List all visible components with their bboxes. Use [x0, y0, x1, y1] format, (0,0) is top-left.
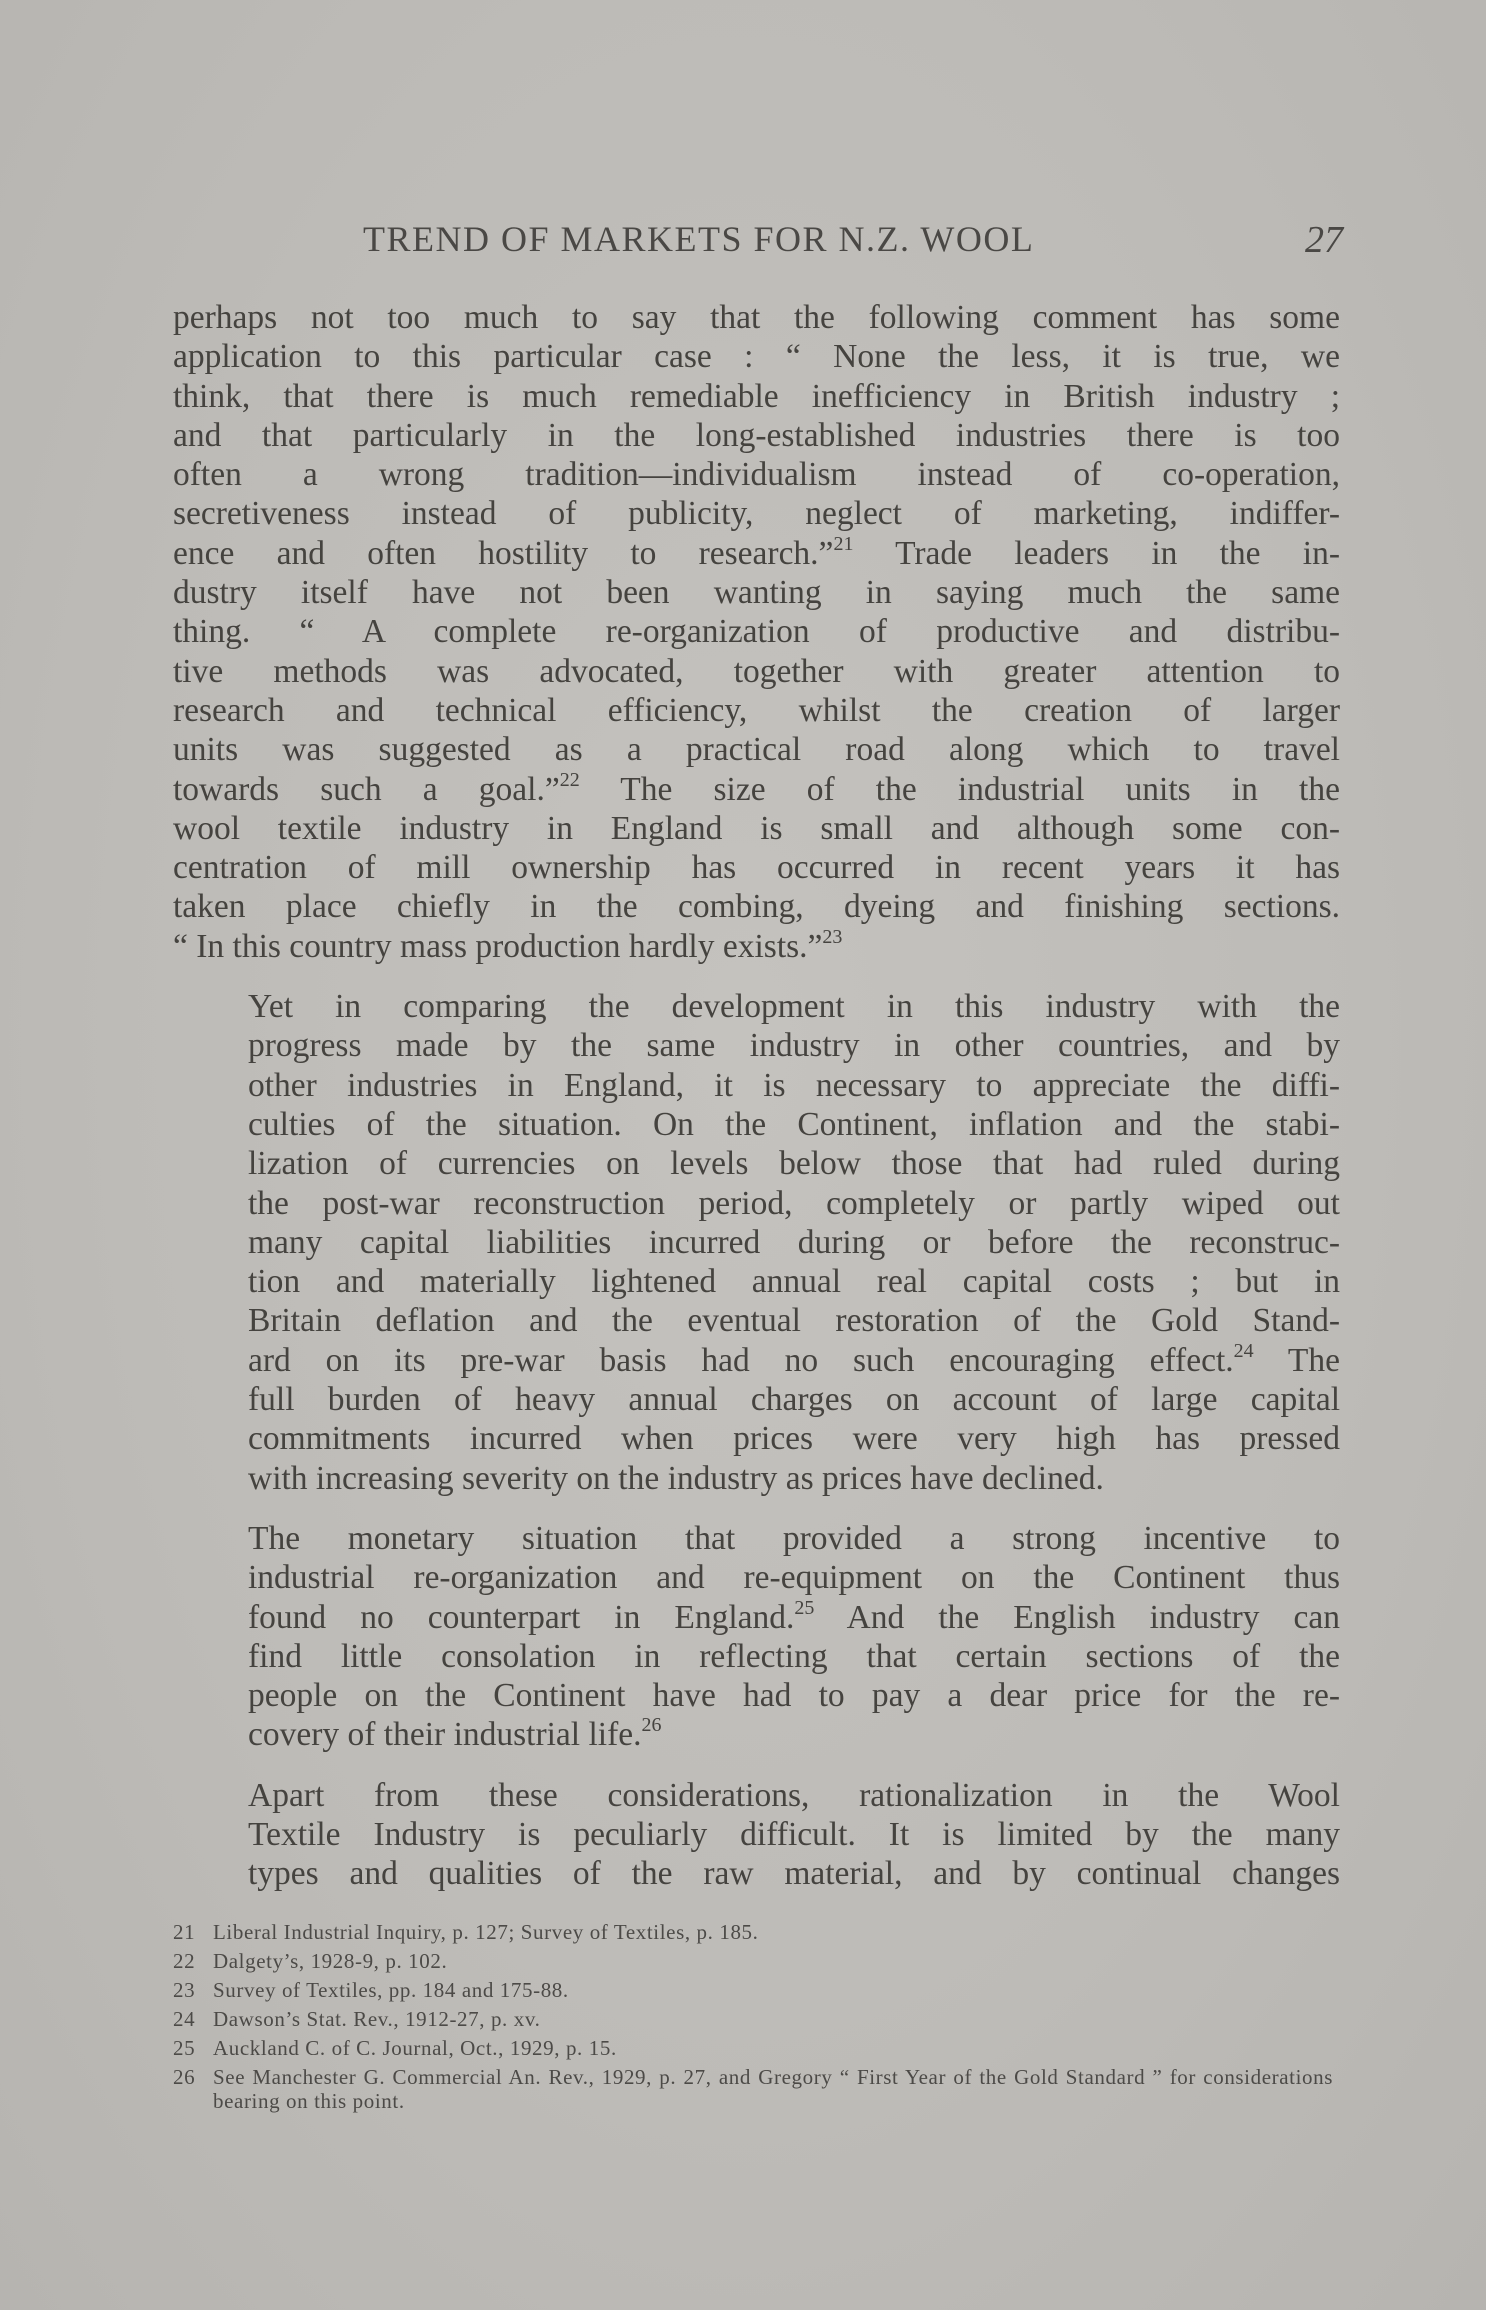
text-line — [173, 770, 1340, 809]
text-line: and that particularly in the long-established industries there is too — [173, 416, 1340, 454]
footnote — [173, 1920, 1340, 1944]
footnote-text: Dalgety’s, 1928-9, p. 102. — [213, 1949, 448, 1973]
footnotes — [173, 1920, 1340, 2118]
text-line: lization of currencies on levels below those that had ruled during — [248, 1145, 1340, 1183]
text-segment: towards such a goal.” — [173, 770, 560, 808]
text-line: find little consolation in reflecting that certain sections of the — [248, 1637, 1340, 1675]
footnote — [173, 1949, 1340, 1973]
footnote-ref: 23 — [822, 925, 843, 948]
text-line: dustry itself have not been wanting in saying much the same — [173, 574, 1340, 612]
text-line: wool textile industry in England is small and although some con- — [173, 809, 1340, 847]
footnote-ref: 21 — [833, 532, 854, 555]
text-line: thing. “ A complete re-organization of productive and distribu- — [173, 613, 1340, 651]
text-line: taken place chiefly in the combing, dyeing and finishing sections. — [173, 888, 1340, 926]
footnote — [173, 2007, 1340, 2031]
text-line — [173, 1598, 1340, 1637]
text-segment: covery of their industrial life. — [248, 1716, 642, 1754]
running-head — [173, 218, 1343, 268]
text-line: types and qualities of the raw material, and by continual changes — [248, 1855, 1340, 1893]
text-line — [173, 534, 1340, 573]
text-segment: The size of the industrial units in the — [620, 770, 1340, 808]
text-segment: “ In this country mass production hardly exists.” — [173, 927, 823, 965]
text-segment: Trade leaders in the in- — [895, 534, 1340, 572]
text-line: tion and materially lightened annual real capital costs ; but in — [248, 1263, 1340, 1301]
paragraph-3 — [173, 1519, 1340, 1755]
paragraph-1 — [173, 298, 1340, 966]
text-line: think, that there is much remediable inefficiency in British industry ; — [173, 377, 1340, 415]
text-line: the post-war reconstruction period, completely or partly wiped out — [248, 1184, 1340, 1222]
footnote-number: 21 — [173, 1920, 196, 1944]
footnote-ref: 25 — [794, 1596, 815, 1619]
paragraph-4 — [173, 1776, 1340, 1894]
footnote-text: Dawson’s Stat. Rev., 1912-27, p. xv. — [213, 2007, 541, 2031]
footnote-number: 22 — [173, 1949, 196, 1973]
running-title: TREND OF MARKETS FOR N.Z. WOOL — [363, 219, 1035, 259]
text-line: tive methods was advocated, together with greater attention to — [173, 652, 1340, 690]
footnote-text: Auckland C. of C. Journal, Oct., 1929, p. 15. — [213, 2036, 617, 2060]
text-line — [173, 927, 1340, 966]
text-line: commitments incurred when prices were very high has pressed — [248, 1420, 1340, 1458]
text-segment: ard on its pre-war basis had no such encouraging effect. — [248, 1341, 1234, 1379]
text-line: full burden of heavy annual charges on account of large capital — [248, 1381, 1340, 1419]
text-line: application to this particular case : “ None the less, it is true, we — [173, 338, 1340, 376]
text-line: often a wrong tradition—individualism instead of co-operation, — [173, 456, 1340, 494]
footnote-number: 26 — [173, 2065, 196, 2089]
text-segment: And the English industry can — [846, 1598, 1341, 1636]
text-line: Yet in comparing the development in this industry with the — [248, 988, 1340, 1026]
text-line: many capital liabilities incurred during or before the reconstruc- — [248, 1223, 1340, 1261]
text-line: research and technical efficiency, whilst the creation of larger — [173, 691, 1340, 729]
body-text — [173, 298, 1340, 1894]
footnote-ref: 22 — [559, 768, 580, 791]
text-line: people on the Continent have had to pay a dear price for the re- — [248, 1677, 1340, 1715]
text-segment: found no counterpart in England. — [248, 1598, 795, 1636]
footnote-number: 24 — [173, 2007, 196, 2031]
footnote-number: 23 — [173, 1978, 196, 2002]
text-line: The monetary situation that provided a strong incentive to — [248, 1519, 1340, 1557]
text-line: Apart from these considerations, rationalization in the Wool — [248, 1776, 1340, 1814]
footnote — [173, 2036, 1340, 2060]
text-line: industrial re-organization and re-equipment on the Continent thus — [248, 1559, 1340, 1597]
footnote-text: See Manchester G. Commercial An. Rev., 1929, p. 27, and Gregory “ First Year of the Gold Standard ” for considerations bearing on this point. — [213, 2065, 1333, 2113]
text-line: other industries in England, it is necessary to appreciate the diffi- — [248, 1066, 1340, 1104]
footnote-ref: 26 — [641, 1714, 662, 1737]
text-line — [173, 1715, 1340, 1754]
footnote-ref: 24 — [1233, 1339, 1254, 1362]
page-number: 27 — [1305, 219, 1343, 261]
footnote-text: Liberal Industrial Inquiry, p. 127; Survey of Textiles, p. 185. — [213, 1920, 759, 1944]
footnote-text: Survey of Textiles, pp. 184 and 175-88. — [213, 1978, 569, 2002]
text-line: progress made by the same industry in other countries, and by — [248, 1027, 1340, 1065]
text-line: Textile Industry is peculiarly difficult. It is limited by the many — [248, 1815, 1340, 1853]
footnote-number: 25 — [173, 2036, 196, 2060]
text-line: units was suggested as a practical road along which to travel — [173, 731, 1340, 769]
text-line: Britain deflation and the eventual restoration of the Gold Stand- — [248, 1302, 1340, 1340]
text-line: centration of mill ownership has occurred in recent years it has — [173, 849, 1340, 887]
text-line — [173, 1341, 1340, 1380]
text-line: secretiveness instead of publicity, neglect of marketing, indiffer- — [173, 495, 1340, 533]
paragraph-2 — [173, 987, 1340, 1498]
text-line: culties of the situation. On the Continent, inflation and the stabi- — [248, 1105, 1340, 1143]
text-line: perhaps not too much to say that the following comment has some — [173, 299, 1340, 336]
footnote — [173, 2065, 1340, 2113]
text-segment: ence and often hostility to research.” — [173, 534, 834, 572]
text-segment: The — [1287, 1341, 1340, 1379]
footnote — [173, 1978, 1340, 2002]
text-line: with increasing severity on the industry as prices have declined. — [248, 1459, 1104, 1497]
